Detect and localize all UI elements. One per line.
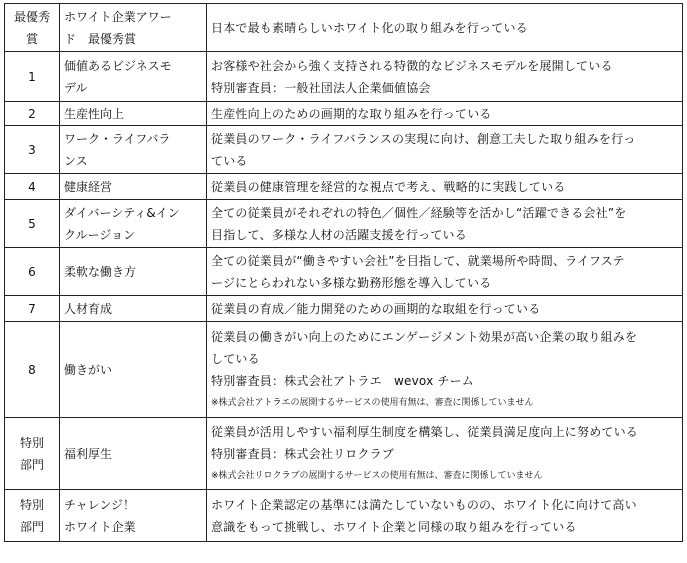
award-note: ※株式会社リロクラブの展開するサービスの使用有無は、審査に関係していません <box>211 470 543 481</box>
header-name-cell <box>60 4 207 52</box>
award-desc-cell <box>207 490 683 542</box>
award-desc-cell <box>207 52 683 102</box>
award-desc-cell <box>207 126 683 174</box>
award-rank-cell <box>5 52 60 102</box>
award-desc-line: 全ての従業員が“働きやすい会社”を目指して、就業場所や時間、ライフステ <box>211 253 625 268</box>
award-desc-line: ている <box>211 153 248 168</box>
header-name-line: ド 最優秀賞 <box>64 31 137 46</box>
award-note: ※株式会社アトラエの展開するサービスの使用有無は、審査に関係していません <box>211 397 534 408</box>
award-rank-cell <box>5 490 60 542</box>
header-rank-line: 賞 <box>25 31 38 46</box>
awards-table-container <box>4 3 683 542</box>
award-name-line: ホワイト企業 <box>64 519 136 534</box>
award-rank-line: 5 <box>28 216 36 231</box>
award-row <box>5 52 683 102</box>
award-rank-line: 特別 <box>19 497 44 512</box>
award-name-cell <box>60 126 207 174</box>
award-rank-line: 部門 <box>19 519 44 534</box>
award-desc-line: 生産性向上のための画期的な取り組みを行っている <box>211 106 492 121</box>
award-desc-cell <box>207 296 683 322</box>
award-name-line: ワーク・ライフバラ <box>64 131 171 146</box>
award-desc-cell <box>207 102 683 126</box>
award-name-line: 生産性向上 <box>64 106 125 121</box>
award-rank-cell <box>5 296 60 322</box>
award-rank-line: 3 <box>28 142 36 157</box>
award-row <box>5 248 683 296</box>
awards-table-body <box>5 4 683 542</box>
award-rank-cell <box>5 418 60 490</box>
award-rank-line: 8 <box>28 362 36 377</box>
award-desc-line: 特別審査員：株式会社アトラエ wevox チーム <box>211 373 474 388</box>
award-rank-cell <box>5 322 60 418</box>
award-desc-line: 特別審査員：株式会社リロクラブ <box>211 446 395 461</box>
award-rank-cell <box>5 248 60 296</box>
awards-table <box>4 3 683 542</box>
award-desc-cell <box>207 248 683 296</box>
award-name-line: 働きがい <box>64 362 113 377</box>
award-desc-line: 従業員のワーク・ライフバランスの実現に向け、創意工夫した取り組みを行っ <box>211 131 636 146</box>
award-name-line: チャレンジ！ <box>64 497 136 512</box>
award-name-cell <box>60 248 207 296</box>
header-desc-line: 日本で最も素晴らしいホワイト化の取り組みを行っている <box>211 20 528 35</box>
award-rank-cell <box>5 174 60 200</box>
award-desc-line: 従業員の育成／能力開発のための画期的な取組を行っている <box>211 301 541 316</box>
award-rank-line: 4 <box>28 179 36 194</box>
award-name-line: デル <box>64 80 88 95</box>
award-row <box>5 174 683 200</box>
award-row <box>5 296 683 322</box>
award-desc-line: 従業員が活用しやすい福利厚生制度を構築し、従業員満足度向上に努めている <box>211 424 639 439</box>
award-name-line: 価値あるビジネスモ <box>64 58 172 73</box>
award-rank-line: 部門 <box>19 457 44 472</box>
award-name-cell <box>60 490 207 542</box>
award-row <box>5 102 683 126</box>
award-rank-cell <box>5 126 60 174</box>
header-name-line: ホワイト企業アワー <box>64 9 172 24</box>
award-rank-line: 2 <box>28 106 36 121</box>
award-desc-line: ージにとらわれない多様な勤務形態を導入している <box>211 275 492 290</box>
award-row <box>5 490 683 542</box>
award-name-line: ンス <box>64 153 88 168</box>
award-desc-line: 特別審査員：一般社団法人企業価値協会 <box>211 80 431 95</box>
award-rank-line: 7 <box>28 301 36 316</box>
award-rank-line: 特別 <box>19 435 44 450</box>
award-name-line: 人材育成 <box>64 301 113 316</box>
award-name-line: クルージョン <box>64 227 136 242</box>
award-name-cell <box>60 322 207 418</box>
award-desc-line: 意識をもって挑戦し、ホワイト企業と同様の取り組みを行っている <box>211 519 577 534</box>
award-desc-line: 従業員の働きがい向上のためにエンゲージメント効果が高い企業の取り組みを <box>211 329 638 344</box>
award-row <box>5 418 683 490</box>
award-row <box>5 322 683 418</box>
award-name-line: 柔軟な働き方 <box>64 264 137 279</box>
award-name-cell <box>60 418 207 490</box>
award-rank-line: 1 <box>28 69 36 84</box>
award-name-cell <box>60 102 207 126</box>
award-row <box>5 200 683 248</box>
award-desc-cell <box>207 322 683 418</box>
award-name-cell <box>60 200 207 248</box>
award-desc-cell <box>207 174 683 200</box>
award-desc-line: ホワイト企業認定の基準には満たしていないものの、ホワイト化に向けて高い <box>211 497 637 512</box>
award-name-cell <box>60 174 207 200</box>
award-name-cell <box>60 296 207 322</box>
header-row <box>5 4 683 52</box>
award-desc-line: 全ての従業員がそれぞれの特色／個性／経験等を活かし“活躍できる会社”を <box>211 205 627 220</box>
award-desc-cell <box>207 418 683 490</box>
award-name-line: 健康経営 <box>64 179 113 194</box>
award-rank-cell <box>5 102 60 126</box>
award-name-line: ダイバーシティ&イン <box>64 205 180 220</box>
award-desc-line: 従業員の健康管理を経営的な視点で考え、戦略的に実践している <box>211 179 566 194</box>
award-name-cell <box>60 52 207 102</box>
header-rank-line: 最優秀 <box>13 9 50 24</box>
award-rank-line: 6 <box>28 264 36 279</box>
award-name-line: 福利厚生 <box>64 446 113 461</box>
award-desc-line: 目指して、多様な人材の活躍支援を行っている <box>211 227 467 242</box>
award-desc-cell <box>207 200 683 248</box>
award-row <box>5 126 683 174</box>
award-desc-line: している <box>211 351 260 366</box>
award-desc-line: お客様や社会から強く支持される特徴的なビジネスモデルを展開している <box>211 58 613 73</box>
header-rank-cell <box>5 4 60 52</box>
award-rank-cell <box>5 200 60 248</box>
header-desc-cell <box>207 4 683 52</box>
